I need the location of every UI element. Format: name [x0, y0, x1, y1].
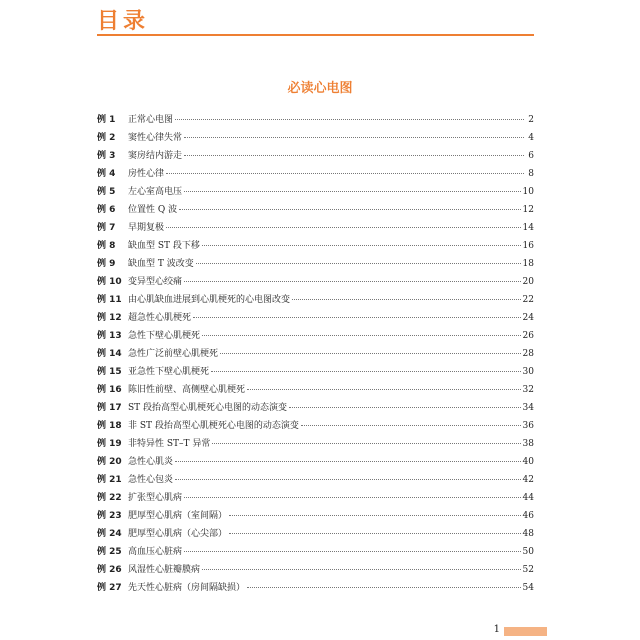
footer-page-number: 1: [493, 624, 500, 635]
toc-entry-number: 例 15: [97, 367, 122, 377]
toc-entry-page: 38: [522, 439, 534, 449]
toc-entry[interactable]: [97, 201, 534, 219]
toc-entry[interactable]: [97, 129, 534, 147]
toc-entry[interactable]: [97, 381, 534, 399]
toc-entry-page: 52: [522, 565, 534, 575]
toc-entry-title: 急性心包炎: [128, 475, 174, 485]
toc-entry-number: 例 24: [97, 529, 122, 539]
toc-entry[interactable]: [97, 183, 534, 201]
toc-entry-title: 亚急性下壁心肌梗死: [128, 367, 210, 377]
toc-entry-number: 例 1: [97, 115, 116, 125]
toc-entry-number: 例 17: [97, 403, 122, 413]
toc-entry-title: 风湿性心脏瓣膜病: [128, 565, 201, 575]
dot-leader: [229, 532, 521, 534]
toc-entry[interactable]: [97, 237, 534, 255]
dot-leader: [175, 478, 521, 480]
toc-entry-page: 18: [522, 259, 534, 269]
toc-entry[interactable]: [97, 579, 534, 597]
toc-entry-title: 肥厚型心肌病（室间隔）: [128, 511, 228, 521]
title-divider: [97, 34, 534, 36]
toc-entry-page: 22: [522, 295, 534, 305]
toc-entry[interactable]: [97, 453, 534, 471]
toc-entry-title: 急性心肌炎: [128, 457, 174, 467]
toc-entry-title: 超急性心肌梗死: [128, 313, 192, 323]
dot-leader: [184, 550, 521, 552]
toc-entry-title: 缺血型 ST 段下移: [128, 241, 200, 251]
toc-entry-page: 8: [528, 169, 534, 179]
toc-entry-number: 例 9: [97, 259, 116, 269]
toc-entry-page: 40: [522, 457, 534, 467]
toc-entry-page: 20: [522, 277, 534, 287]
toc-entry-title: 左心室高电压: [128, 187, 183, 197]
toc-entry[interactable]: [97, 525, 534, 543]
toc-entry[interactable]: [97, 471, 534, 489]
toc-entry-title: 正常心电图: [128, 115, 174, 125]
toc-entry-number: 例 12: [97, 313, 122, 323]
toc-entry[interactable]: [97, 147, 534, 165]
table-of-contents: [97, 111, 534, 597]
toc-entry-number: 例 5: [97, 187, 116, 197]
toc-entry-number: 例 4: [97, 169, 116, 179]
toc-entry-page: 54: [522, 583, 534, 593]
dot-leader: [301, 424, 521, 426]
toc-entry-page: 30: [522, 367, 534, 377]
section-title: 必读心电图: [287, 81, 353, 96]
dot-leader: [292, 298, 521, 300]
toc-entry[interactable]: [97, 507, 534, 525]
toc-entry-title: 变异型心绞痛: [128, 277, 183, 287]
toc-entry-page: 44: [522, 493, 534, 503]
dot-leader: [220, 352, 521, 354]
toc-entry-number: 例 2: [97, 133, 116, 143]
dot-leader: [184, 136, 524, 138]
toc-entry-title: 缺血型 T 波改变: [128, 259, 194, 269]
toc-entry[interactable]: [97, 399, 534, 417]
toc-entry[interactable]: [97, 417, 534, 435]
toc-entry-number: 例 22: [97, 493, 122, 503]
toc-entry-title: 窦性心律失常: [128, 133, 183, 143]
toc-entry-page: 32: [522, 385, 534, 395]
dot-leader: [179, 208, 520, 210]
dot-leader: [193, 316, 521, 318]
toc-entry-page: 46: [522, 511, 534, 521]
dot-leader: [184, 190, 521, 192]
dot-leader: [247, 388, 521, 390]
dot-leader: [166, 226, 521, 228]
dot-leader: [184, 496, 521, 498]
toc-entry-number: 例 26: [97, 565, 122, 575]
toc-entry-title: 急性广泛前壁心肌梗死: [128, 349, 219, 359]
toc-entry[interactable]: [97, 327, 534, 345]
toc-entry[interactable]: [97, 345, 534, 363]
toc-entry-number: 例 25: [97, 547, 122, 557]
toc-entry-title: ST 段抬高型心肌梗死心电图的动态演变: [128, 403, 288, 413]
dot-leader: [175, 460, 521, 462]
toc-entry-title: 先天性心脏病（房间隔缺损）: [128, 583, 246, 593]
dot-leader: [175, 118, 524, 120]
toc-entry-page: 50: [522, 547, 534, 557]
toc-entry-number: 例 6: [97, 205, 116, 215]
dot-leader: [229, 514, 521, 516]
dot-leader: [184, 154, 524, 156]
toc-entry-number: 例 11: [97, 295, 122, 305]
toc-entry-page: 36: [522, 421, 534, 431]
toc-entry[interactable]: [97, 165, 534, 183]
toc-entry[interactable]: [97, 489, 534, 507]
toc-entry[interactable]: [97, 309, 534, 327]
toc-entry-page: 12: [522, 205, 534, 215]
footer-accent-bar: [504, 627, 547, 636]
toc-entry[interactable]: [97, 219, 534, 237]
toc-entry-number: 例 3: [97, 151, 116, 161]
toc-entry-number: 例 10: [97, 277, 122, 287]
dot-leader: [202, 244, 521, 246]
toc-entry[interactable]: [97, 291, 534, 309]
dot-leader: [166, 172, 524, 174]
toc-entry-title: 肥厚型心肌病（心尖部）: [128, 529, 228, 539]
toc-entry-number: 例 21: [97, 475, 122, 485]
toc-entry-number: 例 13: [97, 331, 122, 341]
toc-entry-title: 高血压心脏病: [128, 547, 183, 557]
dot-leader: [196, 262, 521, 264]
toc-entry[interactable]: [97, 111, 534, 129]
toc-entry[interactable]: [97, 255, 534, 273]
toc-entry-page: 2: [528, 115, 534, 125]
toc-entry[interactable]: [97, 273, 534, 291]
dot-leader: [247, 586, 521, 588]
toc-entry-title: 扩张型心肌病: [128, 493, 183, 503]
toc-entry-number: 例 23: [97, 511, 122, 521]
toc-entry-page: 48: [522, 529, 534, 539]
toc-entry-number: 例 16: [97, 385, 122, 395]
toc-entry-page: 26: [522, 331, 534, 341]
toc-entry-title: 窦房结内游走: [128, 151, 183, 161]
toc-entry-page: 28: [522, 349, 534, 359]
toc-entry-page: 6: [528, 151, 534, 161]
toc-entry-title: 陈旧性前壁、高侧壁心肌梗死: [128, 385, 246, 395]
toc-entry-title: 早期复极: [128, 223, 165, 233]
toc-entry-title: 由心肌缺血进展到心肌梗死的心电图改变: [128, 295, 291, 305]
dot-leader: [184, 280, 521, 282]
toc-entry[interactable]: [97, 435, 534, 453]
toc-entry-title: 非特异性 ST–T 异常: [128, 439, 211, 449]
toc-entry-page: 24: [522, 313, 534, 323]
dot-leader: [202, 568, 521, 570]
toc-entry-page: 14: [522, 223, 534, 233]
toc-entry-number: 例 27: [97, 583, 122, 593]
toc-entry-number: 例 8: [97, 241, 116, 251]
toc-entry-number: 例 18: [97, 421, 122, 431]
dot-leader: [289, 406, 521, 408]
toc-entry-title: 急性下壁心肌梗死: [128, 331, 201, 341]
toc-entry-page: 10: [522, 187, 534, 197]
toc-entry-number: 例 7: [97, 223, 116, 233]
dot-leader: [211, 370, 521, 372]
toc-entry-page: 34: [522, 403, 534, 413]
toc-entry-page: 4: [528, 133, 534, 143]
toc-entry-title: 非 ST 段抬高型心肌梗死心电图的动态演变: [128, 421, 299, 431]
dot-leader: [202, 334, 521, 336]
toc-entry-number: 例 19: [97, 439, 122, 449]
toc-entry-number: 例 14: [97, 349, 122, 359]
toc-entry-page: 42: [522, 475, 534, 485]
toc-entry-page: 16: [522, 241, 534, 251]
toc-entry-title: 房性心律: [128, 169, 165, 179]
toc-entry-number: 例 20: [97, 457, 122, 467]
dot-leader: [212, 442, 520, 444]
toc-entry[interactable]: [97, 543, 534, 561]
toc-entry-title: 位置性 Q 波: [128, 205, 178, 215]
toc-entry[interactable]: [97, 363, 534, 381]
page-title: 目录: [97, 9, 150, 34]
toc-entry[interactable]: [97, 561, 534, 579]
